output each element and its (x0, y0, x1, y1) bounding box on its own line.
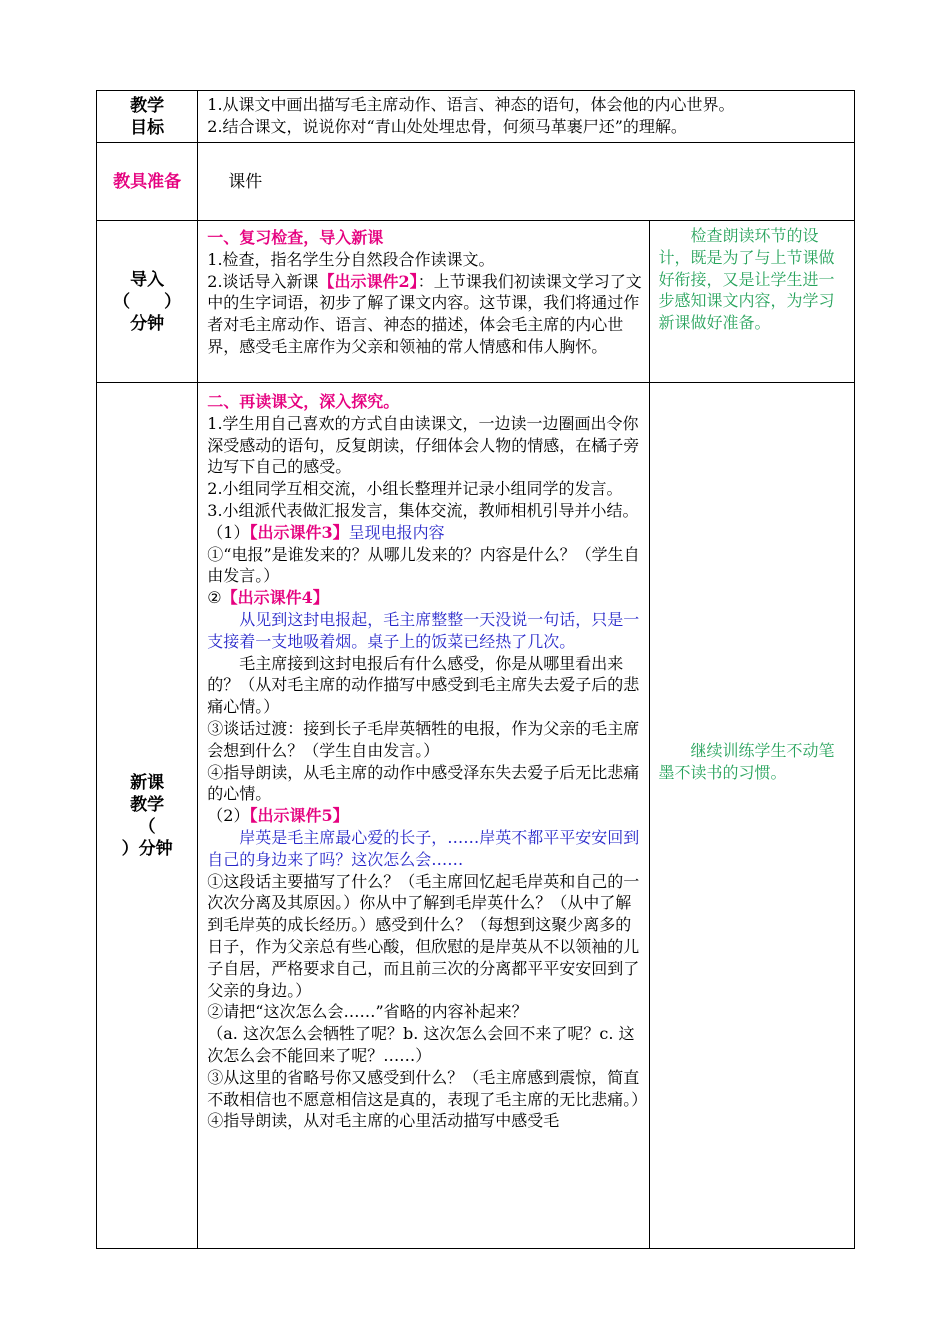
quote-2: 岸英是毛主席最心爱的长子，……岸英不都平平安安回到自己的身边来了吗？这次怎么会…… (207, 827, 640, 869)
tools-content (198, 143, 855, 221)
newlesson-label: 新课 教学 （ ）分钟 (97, 383, 198, 1249)
newlesson-heading: 二、再读课文，深入探究。 (207, 392, 400, 411)
part-1-title: （1）【出示课件3】呈现电报内容 (207, 522, 445, 542)
courseware-tag: 【出示课件5】 (249, 806, 349, 826)
question-4: ③谈话过渡：接到长子毛岸英牺牲的电报，作为父亲的毛主席会想到什么？（学生自由发言。） (207, 718, 640, 760)
intro-heading: 一、复习检查，导入新课 (207, 228, 384, 247)
objective-1: 1.从课文中画出描写毛主席动作、语言、神态的语句，体会他的内心世界。 (207, 95, 735, 114)
courseware-tag: 【出示课件2】 (318, 271, 418, 291)
intro-row (97, 221, 855, 383)
intro-note (650, 221, 855, 383)
step-1: 1.学生用自己喜欢的方式自由读课文，一边读一边圈画出令你深受感动的语句，反复朗读，仔细体会人物的情感，在橘子旁边写下自己的感受。 (207, 413, 640, 477)
newlesson-row (97, 383, 855, 1249)
newlesson-note (650, 383, 855, 1249)
intro-note-text: 检查朗读环节的设计，既是为了与上节课做好衔接，又是让学生进一步感知课文内容，为学习新课做好准备。 (658, 226, 835, 333)
intro-content (198, 221, 650, 383)
intro-step-2: 2.谈话导入新课【出示课件2】：上节课我们初读课文学习了文中的生字词语，初步了解了课文内容。这节课，我们将通过作者对毛主席动作、语言、神态的描述，体会毛主席的内心世界，感受毛主席作为父亲和领袖的常人情感和伟人胸怀。 (207, 271, 642, 356)
objective-2: 2.结合课文，说说你对“青山处处埋忠骨，何须马革裹尸还”的理解。 (207, 117, 687, 136)
quote-1: 从见到这封电报起，毛主席整整一天没说一句话，只是一支接着一支地吸着烟。桌子上的饭菜已经热了几次。 (207, 609, 640, 651)
part-2-title: （2）【出示课件5】 (207, 806, 349, 826)
step-2: 2.小组同学互相交流，小组长整理并记录小组同学的发言。 (207, 479, 623, 499)
question-2: ②【出示课件4】 (207, 588, 329, 608)
response-3: （a. 这次怎么会牺牲了呢？b. 这次怎么会回不来了呢？c. 这次怎么会不能回来了呢？……） (207, 1024, 635, 1065)
tools-row (97, 143, 855, 221)
question-1: ①“电报”是谁发来的？从哪儿发来的？内容是什么？（学生自由发言。） (207, 544, 640, 586)
courseware-tag: 【出示课件4】 (221, 588, 329, 608)
step-3: 3.小组派代表做汇报发言，集体交流，教师相机引导并小结。 (207, 500, 639, 520)
response-5: ④指导朗读，从对毛主席的心里活动描写中感受毛 (207, 1111, 560, 1131)
question-5: ④指导朗读，从毛主席的动作中感受泽东失去爱子后无比悲痛的心情。 (207, 762, 640, 804)
objectives-label: 教学 目标 (97, 91, 198, 143)
tools-label: 教具准备 (97, 143, 198, 221)
courseware-tag: 【出示课件3】 (249, 522, 349, 542)
question-3: 毛主席接到这封电报后有什么感受，你是从哪里看出来的？（从对毛主席的动作描写中感受到毛主席失去爱子后的悲痛心情。） (207, 653, 640, 717)
objectives-row (97, 91, 855, 143)
response-2: ②请把“这次怎么会……”省略的内容补起来？ (207, 1002, 528, 1022)
objectives-content (198, 91, 855, 143)
tools-value: 课件 (228, 171, 263, 192)
response-4: ③从这里的省略号你又感受到什么？（毛主席感到震惊，简直不敢相信也不愿意相信这是真的，表现了毛主席的无比悲痛。） (207, 1067, 648, 1109)
intro-label: 导入 （ ） 分钟 (97, 221, 198, 383)
lesson-plan-table (96, 90, 855, 1249)
response-1: ①这段话主要描写了什么？（毛主席回忆起毛岸英和自己的一次次分离及其原因。）你从中了解到毛岸英什么？（从中了解到毛岸英的成长经历。）感受到什么？（每想到这聚少离多的日子，作为父亲总有些心酸，但欣慰的是岸英从不以领袖的儿子自居，严格要求自己，而且前三次的分离都平平安安回到了父亲的身边。） (207, 871, 640, 1000)
newlesson-note-text: 继续训练学生不动笔墨不读书的习惯。 (658, 740, 835, 782)
intro-step-1: 1.检查，指名学生分自然段合作读课文。 (207, 249, 495, 269)
newlesson-content (198, 383, 650, 1249)
